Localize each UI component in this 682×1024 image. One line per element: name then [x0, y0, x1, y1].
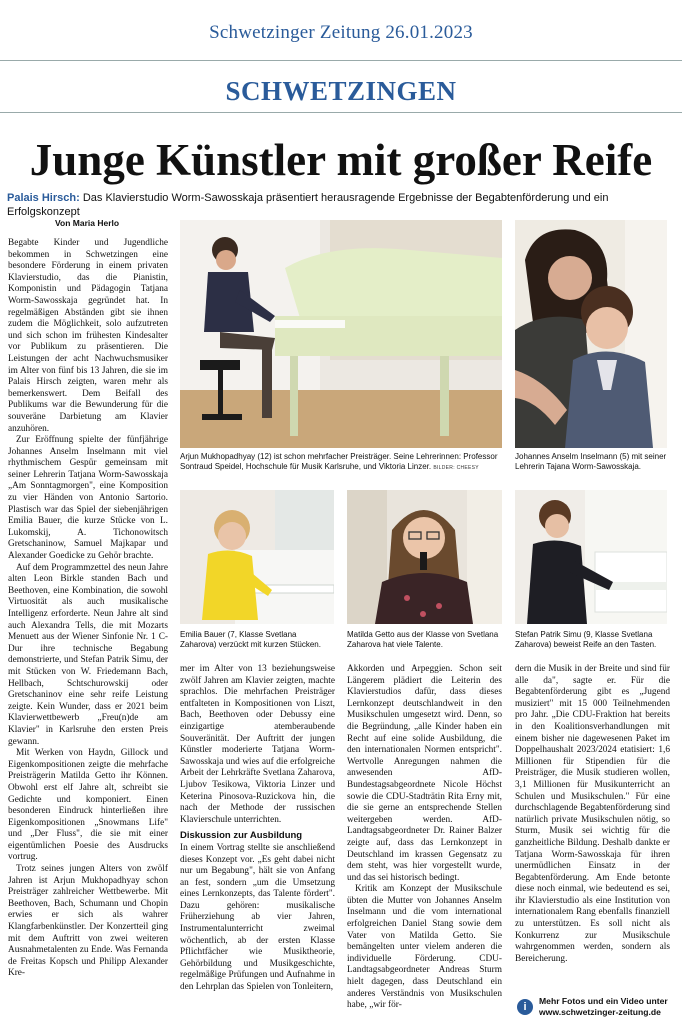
paragraph: Mit Werken von Haydn, Gillock und Eigenkompositionen zeigte die mehrfache Preisträgerin Matilda Getto ihr Können. Obwohl erst elf Jahre alt, schreibt sie Gedichte und komponiert. Einen besonderen Eindruck hinterließen ihre Eigenkompositionen „Snowmans Life" und „Der Fluss", die sie mit einer eigentümlichen Poesie des Ausdrucks vortrug. — [8, 748, 168, 863]
article-column-1 — [8, 238, 168, 1018]
paragraph: In einem Vortrag stellte sie anschließend dieses Konzept vor. „Es geht dabei nicht nur um Begabung", hält sie von Anfang an fest, sondern „um die Umsetzung eines Lernkonzepts, das Talente fördert". Dazu gehören: musikalische Früherziehung ab vier Jahren, Instrumentalunterricht zweimal wöchentlich, ab der ersten Klasse Pflichtfächer wie Musiktheorie, Gehörbildung und Musikgeschichte, regelmäßige Prüfungen und Aufnahme in den Lehrplan das Spielen von Tonleitern, — [180, 842, 335, 993]
article-column-2 — [180, 664, 335, 1019]
paragraph: Kritik am Konzept der Musikschule übten die Mutter von Johannes Anselm Inselmann und die vom international erfolgreichen Daniel Stang sowie dem Vater von Matilda Getto. Sie bemängelten unter vielem anderen die individuelle Förderung. CDU-Landtagsabgeordneter Andreas Sturm hielt dagegen, dass Deutschland ein anderes Verständnis von Musikschulen habe, „wir för- — [347, 884, 502, 1011]
photo-matilda — [347, 490, 502, 624]
byline: Von Maria Herlo — [55, 218, 120, 228]
caption-main — [180, 452, 502, 473]
paragraph: Trotz seines jungen Alters von zwölf Jahren ist Arjun Mukhopadhyay schon Preisträger zahlreicher Wettbewerbe. Mit Beethoven, Bach, Schumann und Chopin erwies er sich als wahrer Klangfarbenkünstler. Der Konzertteil ging mit dem Auftritt von zwei weiteren Ausnahmetalenten zu Ende. Was Fernanda de Freitas Kopsch und Philipp Alexander Kre- — [8, 864, 168, 979]
divider — [0, 60, 682, 61]
section-title: SCHWETZINGEN — [225, 76, 457, 106]
photo-stefan — [515, 490, 667, 624]
paragraph: mer im Alter von 13 beziehungsweise zwölf Jahren am Klavier zeigten, machte sprachlos. Die mehrfachen Preisträger entfalteten in Kompositionen von Liszt, Bach, Beethoven oder Debussy eine einzigartige atemberaubende Souveränität. Der Auftritt der jungen Künstler moderierte Tatjana Worm-Sawosskaja und wies auf die erfolgreiche Arbeit der Lehrkräfte Svetlana Zaharova, Ljubov Tesikowa, Viktoria Linzer und Keterina Pinosova-Ruzickova hin, die nach der Methode der russischen Klavierschule unterrichten. — [180, 664, 335, 825]
caption-emilia: Emilia Bauer (7, Klasse Svetlana Zaharova) verzückt mit kurzen Stücken. — [180, 630, 321, 649]
masthead: Schwetzinger Zeitung 26.01.2023 — [209, 22, 473, 43]
caption-matilda: Matilda Getto aus der Klasse von Svetlana Zaharova hat viele Talente. — [347, 630, 499, 649]
caption-main-text: Arjun Mukhopadhyay (12) ist schon mehrfacher Preisträger. Seine Lehrerinnen: Professor Sontraud Speidel, Hochschule für Musik Karlsruhe, und Viktoria Linzer. — [180, 452, 498, 471]
paragraph: Auf dem Programmzettel des neun Jahre alten Leon Birkle standen Bach und Beethoven, eine Kombination, die sowohl Virtuosität als auch musikalische Intelligenz erforderte. Neun Jahre alt sind auch Alexandra Tells, die mit Mozarts Menuett aus der Wiener Sinfonie Nr. 1 C-Dur ihre technische Begabung demonstrierte, und Stefan Patrik Simu, der mit Stücken von W. Friedemann Bach, Hellbach, Schtschurowskij oder Gretschaninov eine sehr reife Leistung zeigte. Kein Wunder, dass er 2021 beim Klavierwettbewerb „Freu(n)de am Klavier" in Karlsruhe den ersten Preis gewann. — [8, 562, 168, 747]
subheading: Diskussion zur Ausbildung — [180, 830, 303, 842]
caption-right: Johannes Anselm Inselmann (5) mit seiner Lehrerin Tajana Worm-Sawosskaja. — [515, 452, 667, 471]
photo-johannes-teacher — [515, 220, 667, 448]
info-box — [539, 996, 675, 1018]
info-icon: i — [517, 999, 533, 1015]
headline: Junge Künstler mit großer Reife — [29, 135, 653, 185]
paragraph: Begabte Kinder und Jugendliche bekommen in Schwetzingen eine besondere Förderung in einem privaten Klavierstudio, das die Pianistin, Komponistin und Pädagogin Tatjana Worm-Sawosskaja gegründet hat. In regelmäßigen Abständen gibt sie ihnen zudem die Möglichkeit, solo aufzutreten und sich schon im frühesten Kindesalter vor Publikum zu präsentieren. Die Leistungen der acht Nachwuchsmusiker im Alter von fünf bis 13 Jahren, die sie im Palais Hirsch zeigten, waren mehr als bemerkenswert. Dem Beifall des Publikums war die Bewunderung für die souveräne Darbietung am Klavier anzuhören. — [8, 238, 168, 434]
subline — [7, 191, 675, 219]
photo-emilia — [180, 490, 334, 624]
photo-arjun-piano — [180, 220, 502, 448]
article-column-3 — [347, 664, 502, 1019]
paragraph: dern die Musik in der Breite und sind für alle da", sagte er. Für die Begabtenförderung gibt es „Jugend musiziert" mit 15 000 Teilnehmenden pro Jahr. „Die CDU-Fraktion hat bereits in den Koalitionsverhandlungen mit einem bisher nie dagewesenen Paket im Doppelhaushalt 2023/2024 etatisiert: 1,6 Millionen für Stipendien für die Preisträger, die Musik studieren wollen, 3,1 Millionen für Musikunterricht an Schulen und Musikschulen." Für eine durchschlagende Begabtenförderung sind natürlich private Musikschulen nötig, so Sturm, Musik sei wichtig für die ganzheitliche Bildung. Deshalb dankte er Tatjana Worm-Sawosskaja für ihren unermüdlichen Einsatz in der Begabtenförderung. Am Ende betonte diese noch einmal, wie bedeutend es sei, ihr Klavierstudio als eine Institution von internationalem Rang ebenfalls finanziell zu unterstützen. Es soll nicht als Konkurrenz zur Musikschule wahrgenommen werden, sondern als Bereicherung. — [515, 664, 670, 964]
caption-stefan: Stefan Patrik Simu (9, Klasse Svetlana Zaharova) beweist Reife an den Tasten. — [515, 630, 657, 649]
subline-text: Das Klavierstudio Worm-Sawosskaja präsentiert herausragende Ergebnisse der Begabtenförderung und ein Erfolgskonzept — [7, 192, 609, 218]
article-column-4 — [515, 664, 670, 990]
paragraph: Zur Eröffnung spielte der fünfjährige Johannes Anselm Inselmann mit viel rhythmischem Gespür gemeinsam mit seiner Lehrerin Tatjana Worm-Sawosskaja „Am Sonntagmorgen", eine Komposition zu vier Händen von Antonio Sartorio. Plastisch war das Spiel der siebenjährigen Emilia Bauer, die kurze Stücke von L. Lukomskij, A. Tichonowitsch Gretschaninow, Samuel Majkapar und Alexander Goedicke zu Gehör brachte. — [8, 435, 168, 562]
divider — [0, 112, 682, 113]
subline-kicker: Palais Hirsch: — [7, 192, 80, 204]
photo-credit: BILDER: CHEESY — [433, 465, 479, 471]
info-link[interactable]: www.schwetzinger-zeitung.de — [539, 1007, 661, 1017]
paragraph: Akkorden und Arpeggien. Schon seit Längerem plädiert die Leiterin des Klavierstudios dafür, dass dieses Lernkonzept deutschlandweit in den Musikschulen umgesetzt wird. Denn, so die Begründung, „alle Kinder haben ein Recht auf eine solide Ausbildung, die den internationalen Normen entspricht". Wertvolle Anregungen nahmen die anwesenden AfD-Bundestagsabgeordnete Nicole Höchst sowie die CDU-Stadträtin Rita Erny mit, die sie gerne an entsprechende Stellen weitergeben werden. AfD-Landtagsabgeordneter Dr. Rainer Balzer zeigte auf, dass das Lernkonzept in Deutschland im krassen Gegensatz zu dem steht, was hier vorgestellt wurde, und das sei historisch bedingt. — [347, 664, 502, 883]
info-text: Mehr Fotos und ein Video unter — [539, 996, 668, 1006]
